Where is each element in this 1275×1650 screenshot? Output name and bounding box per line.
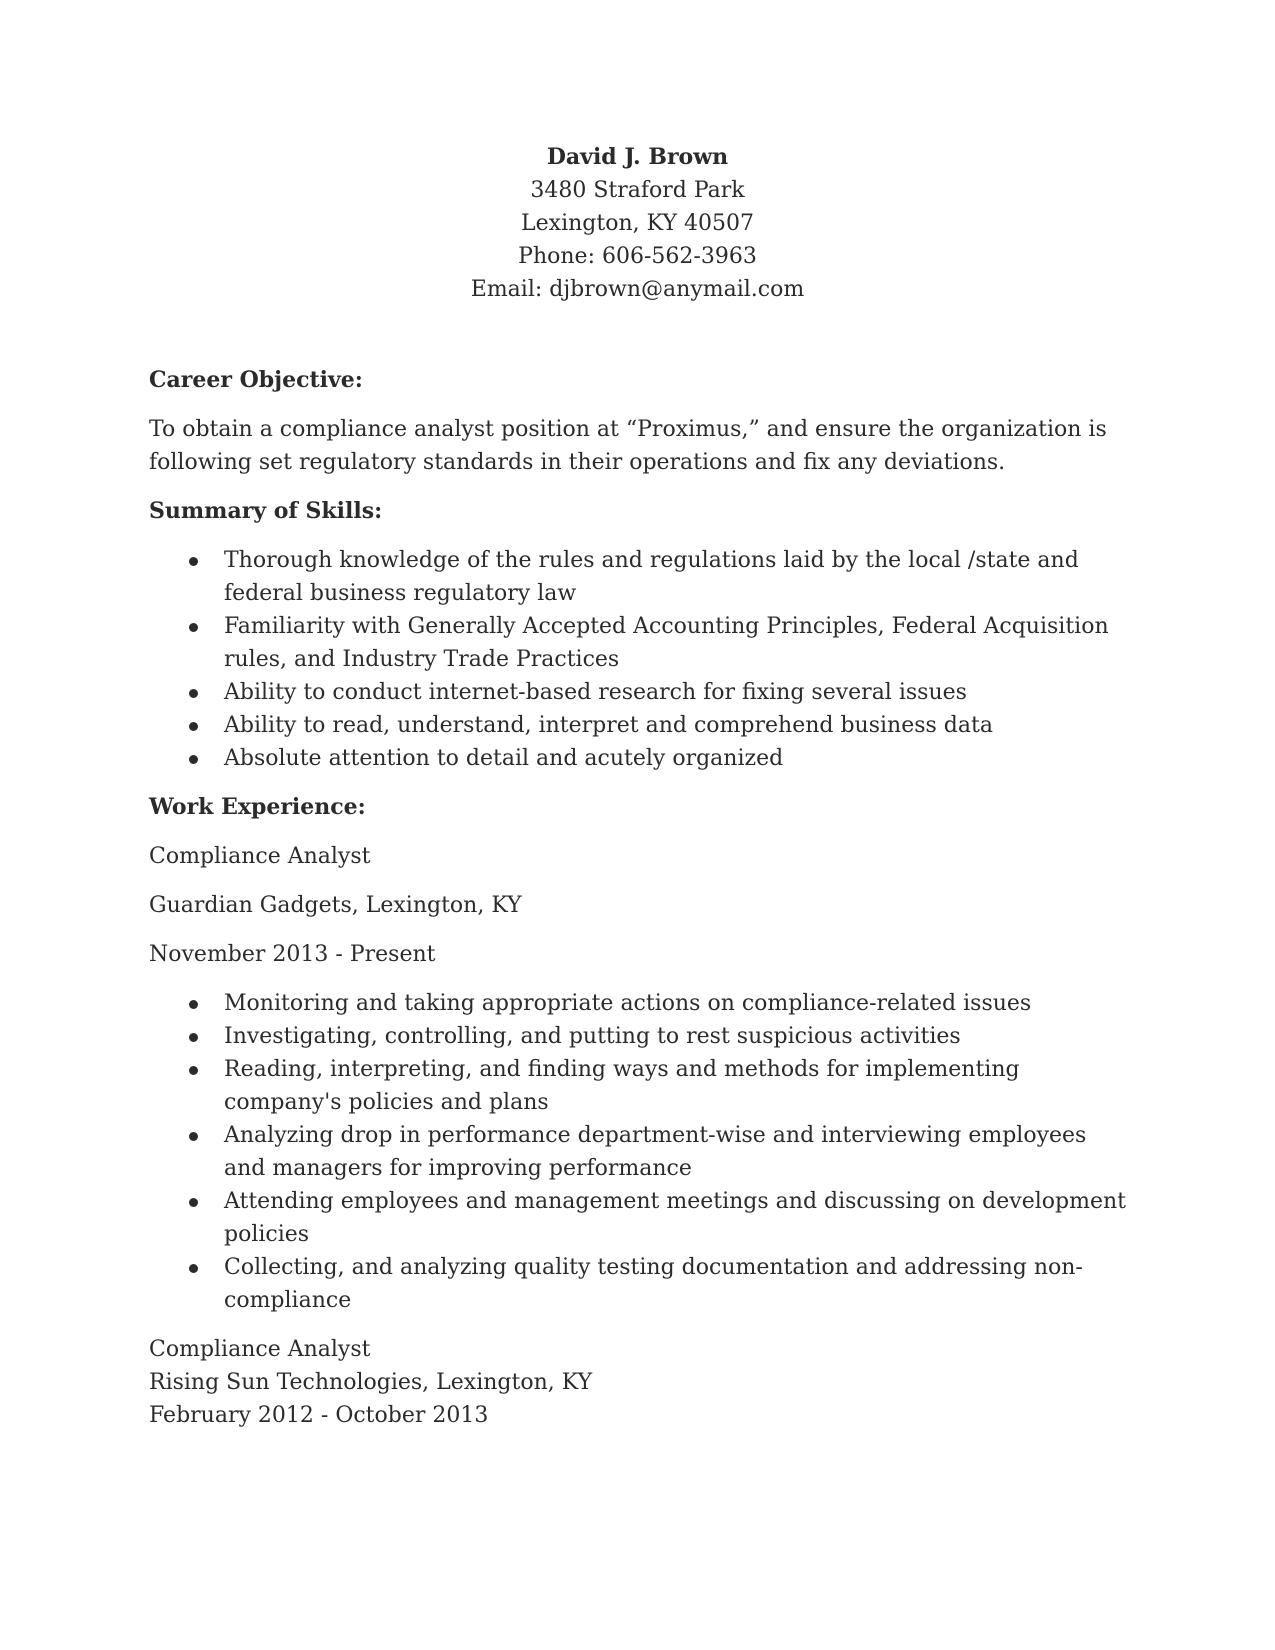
duties-list (149, 987, 1129, 1317)
skill-item (149, 676, 1129, 709)
bullet-icon (189, 623, 198, 632)
duty-text: Collecting, and analyzing quality testing documentation and addressing non-compliance (224, 1255, 1083, 1313)
job-dates: November 2013 - Present (149, 942, 436, 967)
job-company: Guardian Gadgets, Lexington, KY (149, 893, 522, 918)
resume-body (149, 364, 1129, 1432)
bullet-icon (189, 1264, 198, 1273)
address-line-2: Lexington, KY 40507 (521, 211, 754, 236)
email-line: Email: djbrown@anymail.com (470, 277, 805, 302)
duty-item (149, 987, 1129, 1020)
bullet-icon (189, 1033, 198, 1042)
duty-item (149, 1251, 1129, 1317)
bullet-icon (189, 689, 198, 698)
experience-heading: Work Experience: (149, 794, 366, 820)
skill-item (149, 742, 1129, 775)
skills-heading: Summary of Skills: (149, 498, 383, 524)
duty-text: Analyzing drop in performance department-wise and interviewing employees and managers for improving performance (224, 1123, 1087, 1181)
skill-item (149, 610, 1129, 676)
objective-heading: Career Objective: (149, 367, 363, 393)
skill-text: Familiarity with Generally Accepted Accounting Principles, Federal Acquisition rules, and Industry Trade Practices (224, 614, 1109, 672)
skill-text: Ability to conduct internet-based research for fixing several issues (224, 680, 967, 705)
bullet-icon (189, 722, 198, 731)
duty-text: Reading, interpreting, and finding ways and methods for implementing company's policies and plans (224, 1057, 1020, 1115)
address-line-1: 3480 Straford Park (530, 178, 745, 203)
duty-item (149, 1119, 1129, 1185)
job-title: Compliance Analyst (149, 844, 371, 869)
duty-item (149, 1053, 1129, 1119)
skill-item (149, 544, 1129, 610)
duty-text: Monitoring and taking appropriate actions on compliance-related issues (224, 991, 1032, 1016)
job-title: Compliance Analyst (149, 1337, 371, 1362)
skill-text: Ability to read, understand, interpret and comprehend business data (224, 713, 993, 738)
bullet-icon (189, 1198, 198, 1207)
bullet-icon (189, 1000, 198, 1009)
job-company: Rising Sun Technologies, Lexington, KY (149, 1370, 593, 1395)
candidate-name: David J. Brown (546, 144, 729, 170)
duty-item (149, 1020, 1129, 1053)
duty-text: Investigating, controlling, and putting to rest suspicious activities (224, 1024, 961, 1049)
objective-text: To obtain a compliance analyst position at “Proximus,” and ensure the organization is following set regulatory standards in their operations and fix any deviations. (149, 417, 1107, 475)
skills-list (149, 544, 1129, 775)
bullet-icon (189, 1132, 198, 1141)
duty-item (149, 1185, 1129, 1251)
skill-text: Thorough knowledge of the rules and regulations laid by the local /state and federal business regulatory law (224, 548, 1079, 606)
duty-text: Attending employees and management meetings and discussing on development policies (224, 1189, 1126, 1247)
bullet-icon (189, 755, 198, 764)
contact-header (0, 141, 1275, 306)
skill-text: Absolute attention to detail and acutely organized (224, 746, 784, 771)
job-dates: February 2012 - October 2013 (149, 1403, 489, 1428)
bullet-icon (189, 1066, 198, 1075)
bullet-icon (189, 557, 198, 566)
phone-line: Phone: 606-562-3963 (518, 244, 757, 269)
skill-item (149, 709, 1129, 742)
